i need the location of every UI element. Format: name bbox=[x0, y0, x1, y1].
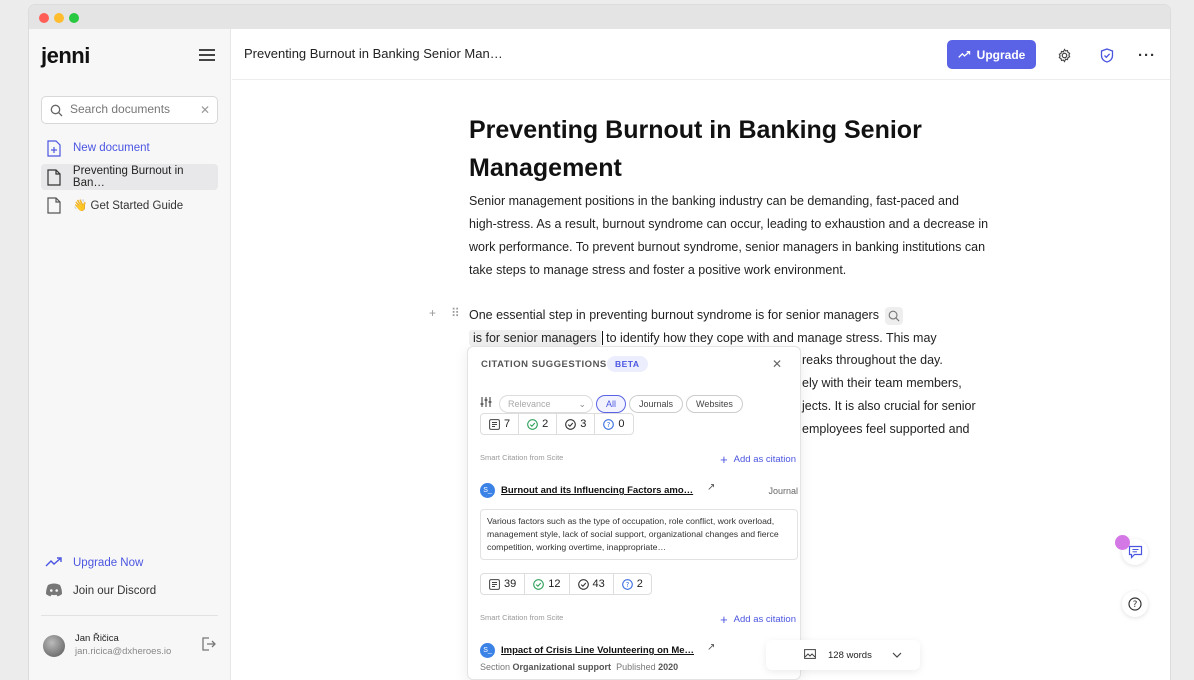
search-input[interactable] bbox=[70, 102, 200, 116]
chevron-down-icon[interactable] bbox=[892, 650, 902, 661]
upgrade-label: Upgrade bbox=[976, 47, 1026, 62]
window-titlebar bbox=[29, 5, 1170, 29]
search-icon[interactable] bbox=[885, 307, 903, 325]
sidebar-item-label: 👋 Get Started Guide bbox=[73, 200, 184, 212]
search-icon bbox=[50, 104, 63, 122]
citation-title-link[interactable]: Impact of Crisis Line Volunteering on Me… bbox=[501, 645, 695, 656]
citation-type: Journal bbox=[768, 486, 798, 496]
stat-value: 3 bbox=[580, 418, 587, 430]
citation-result[interactable] bbox=[480, 483, 798, 501]
citation-excerpt: Various factors such as the type of occupation, role conflict, work overload, management style, lack of social support, organizational changes and fierce competition, working overtime, inappropriate… bbox=[480, 509, 798, 560]
svg-text:?: ? bbox=[1132, 600, 1138, 611]
minimize-window-button[interactable] bbox=[54, 13, 64, 23]
smart-citation-label: Smart Citation from Scite bbox=[480, 453, 564, 462]
citation-result[interactable] bbox=[480, 643, 798, 661]
menu-icon[interactable] bbox=[199, 49, 215, 61]
section-label: Section bbox=[480, 662, 511, 672]
stat-contrasting bbox=[614, 574, 651, 594]
add-as-citation-button[interactable] bbox=[720, 452, 796, 467]
search-box bbox=[41, 96, 218, 124]
paragraph-current[interactable] bbox=[469, 304, 989, 350]
citation-stats bbox=[480, 413, 634, 435]
slash-circle-icon bbox=[578, 579, 589, 590]
add-as-citation-label: Add as citation bbox=[733, 614, 796, 625]
external-link-icon[interactable]: ↗ bbox=[707, 482, 716, 493]
shield-check-icon[interactable] bbox=[1098, 46, 1116, 64]
maximize-window-button[interactable] bbox=[69, 13, 79, 23]
check-circle-icon bbox=[527, 419, 538, 430]
sort-select-value: Relevance bbox=[508, 399, 551, 409]
citation-meta bbox=[480, 662, 678, 672]
word-count: 128 words bbox=[828, 649, 872, 661]
scite-icon: S_ bbox=[480, 643, 495, 658]
stat-supporting bbox=[525, 574, 569, 594]
trending-up-icon bbox=[958, 50, 971, 59]
question-circle-icon bbox=[622, 579, 633, 590]
sidebar bbox=[29, 29, 231, 680]
slash-circle-icon bbox=[565, 419, 576, 430]
discord-link[interactable] bbox=[41, 579, 218, 603]
document-lines-icon bbox=[489, 579, 500, 590]
add-as-citation-label: Add as citation bbox=[733, 454, 796, 465]
discord-icon bbox=[45, 583, 65, 600]
user-email: jan.ricica@dxheroes.io bbox=[75, 646, 172, 657]
published-label: Published bbox=[616, 662, 656, 672]
citation-title-link[interactable]: Burnout and its Influencing Factors amo… bbox=[501, 485, 694, 496]
paragraph-text: to identify how they cope with and manage stress. This may bbox=[606, 331, 937, 345]
chat-icon bbox=[1128, 545, 1143, 559]
image-icon[interactable] bbox=[804, 649, 816, 662]
more-options-icon[interactable]: ··· bbox=[1138, 46, 1156, 64]
user-name: Jan Řičica bbox=[75, 633, 119, 644]
logout-icon[interactable] bbox=[200, 636, 216, 657]
sidebar-item-burnout-doc[interactable] bbox=[41, 164, 218, 190]
stat-supporting bbox=[519, 414, 557, 434]
section-value: Organizational support bbox=[512, 662, 612, 672]
document-icon bbox=[47, 169, 63, 186]
text-cursor bbox=[602, 331, 603, 345]
chevron-down-icon: ⌄ bbox=[578, 399, 586, 409]
paragraph-line: reaks throughout the day. bbox=[802, 353, 943, 367]
close-icon[interactable]: ✕ bbox=[771, 357, 782, 371]
plus-icon: + bbox=[720, 452, 728, 467]
filter-row bbox=[480, 394, 743, 414]
svg-text:?: ? bbox=[607, 420, 611, 429]
new-document-label: New document bbox=[73, 142, 150, 154]
selected-text: is for senior managers bbox=[469, 330, 601, 346]
new-document-icon bbox=[47, 140, 63, 157]
close-window-button[interactable] bbox=[39, 13, 49, 23]
published-value: 2020 bbox=[658, 662, 679, 672]
stat-value: 2 bbox=[542, 418, 549, 430]
user-profile bbox=[43, 632, 218, 662]
stat-value: 12 bbox=[548, 578, 561, 590]
help-button[interactable] bbox=[1122, 591, 1148, 617]
citation-suggestions-panel bbox=[467, 346, 801, 680]
clear-search-icon[interactable]: ✕ bbox=[199, 103, 210, 117]
stat-value: 43 bbox=[592, 578, 605, 590]
beta-badge: BETA bbox=[607, 356, 648, 372]
panel-title: CITATION SUGGESTIONS bbox=[481, 359, 607, 370]
gear-icon[interactable] bbox=[1055, 46, 1073, 64]
stat-value: 7 bbox=[504, 418, 511, 430]
plus-icon: + bbox=[720, 612, 728, 627]
stat-publications bbox=[481, 574, 525, 594]
check-circle-icon bbox=[533, 579, 544, 590]
sidebar-divider bbox=[41, 615, 218, 616]
stat-value: 2 bbox=[636, 578, 643, 590]
question-circle-icon bbox=[1128, 597, 1142, 611]
sidebar-item-get-started[interactable] bbox=[41, 192, 218, 218]
new-document-button[interactable] bbox=[41, 135, 218, 161]
trending-up-icon bbox=[45, 556, 65, 571]
document-heading[interactable]: Preventing Burnout in Banking Senior Management bbox=[469, 116, 922, 182]
sort-select[interactable] bbox=[499, 395, 593, 413]
word-count-bar bbox=[766, 640, 920, 670]
question-circle-icon bbox=[603, 419, 614, 430]
upgrade-button[interactable] bbox=[947, 40, 1036, 69]
filter-websites[interactable]: Websites bbox=[686, 395, 743, 413]
paragraph-text: One essential step in preventing burnout syndrome is for senior managers bbox=[469, 308, 879, 322]
paragraph-line: ely with their team members, bbox=[802, 376, 962, 390]
sidebar-item-label: Preventing Burnout in Ban… bbox=[72, 165, 184, 189]
filter-all[interactable]: All bbox=[596, 395, 626, 413]
add-as-citation-button[interactable] bbox=[720, 612, 796, 627]
stat-mentioning bbox=[557, 414, 595, 434]
drag-handle-icon[interactable]: ⠿ bbox=[451, 306, 460, 320]
svg-text:?: ? bbox=[625, 580, 630, 589]
paragraph-line: employees feel supported and bbox=[802, 422, 970, 436]
discord-label: Join our Discord bbox=[73, 585, 157, 597]
app-window bbox=[29, 5, 1170, 680]
stat-value: 0 bbox=[618, 418, 625, 430]
upgrade-now-link[interactable] bbox=[41, 551, 218, 575]
filter-journals[interactable]: Journals bbox=[629, 395, 683, 413]
document-icon bbox=[47, 197, 63, 214]
stat-publications bbox=[481, 414, 519, 434]
stat-contrasting bbox=[595, 414, 632, 434]
citation-stats bbox=[480, 573, 652, 595]
paragraph-line: jects. It is also crucial for senior bbox=[802, 399, 976, 413]
top-bar bbox=[232, 29, 1170, 80]
notification-dot bbox=[1115, 535, 1130, 550]
smart-citation-label: Smart Citation from Scite bbox=[480, 613, 564, 622]
scite-icon: S_ bbox=[480, 483, 495, 498]
document-lines-icon bbox=[489, 419, 500, 430]
stat-value: 39 bbox=[504, 578, 517, 590]
add-block-icon[interactable]: + bbox=[429, 306, 437, 320]
external-link-icon[interactable]: ↗ bbox=[707, 642, 716, 653]
paragraph-intro[interactable]: Senior management positions in the banking industry can be demanding, fast-paced and high-stress. As a result, burnout syndrome can occur, leading to exhaustion and a decrease in work performance. To prevent burnout syndrome, senior managers in banking institutions can take steps to manage stress and foster a positive work environment. bbox=[469, 194, 989, 277]
upgrade-now-label: Upgrade Now bbox=[73, 557, 144, 569]
document-title-breadcrumb: Preventing Burnout in Banking Senior Man… bbox=[244, 46, 503, 61]
app-logo: jenni bbox=[41, 43, 90, 68]
stat-mentioning bbox=[570, 574, 614, 594]
avatar bbox=[43, 635, 65, 657]
sliders-icon[interactable] bbox=[480, 395, 492, 413]
